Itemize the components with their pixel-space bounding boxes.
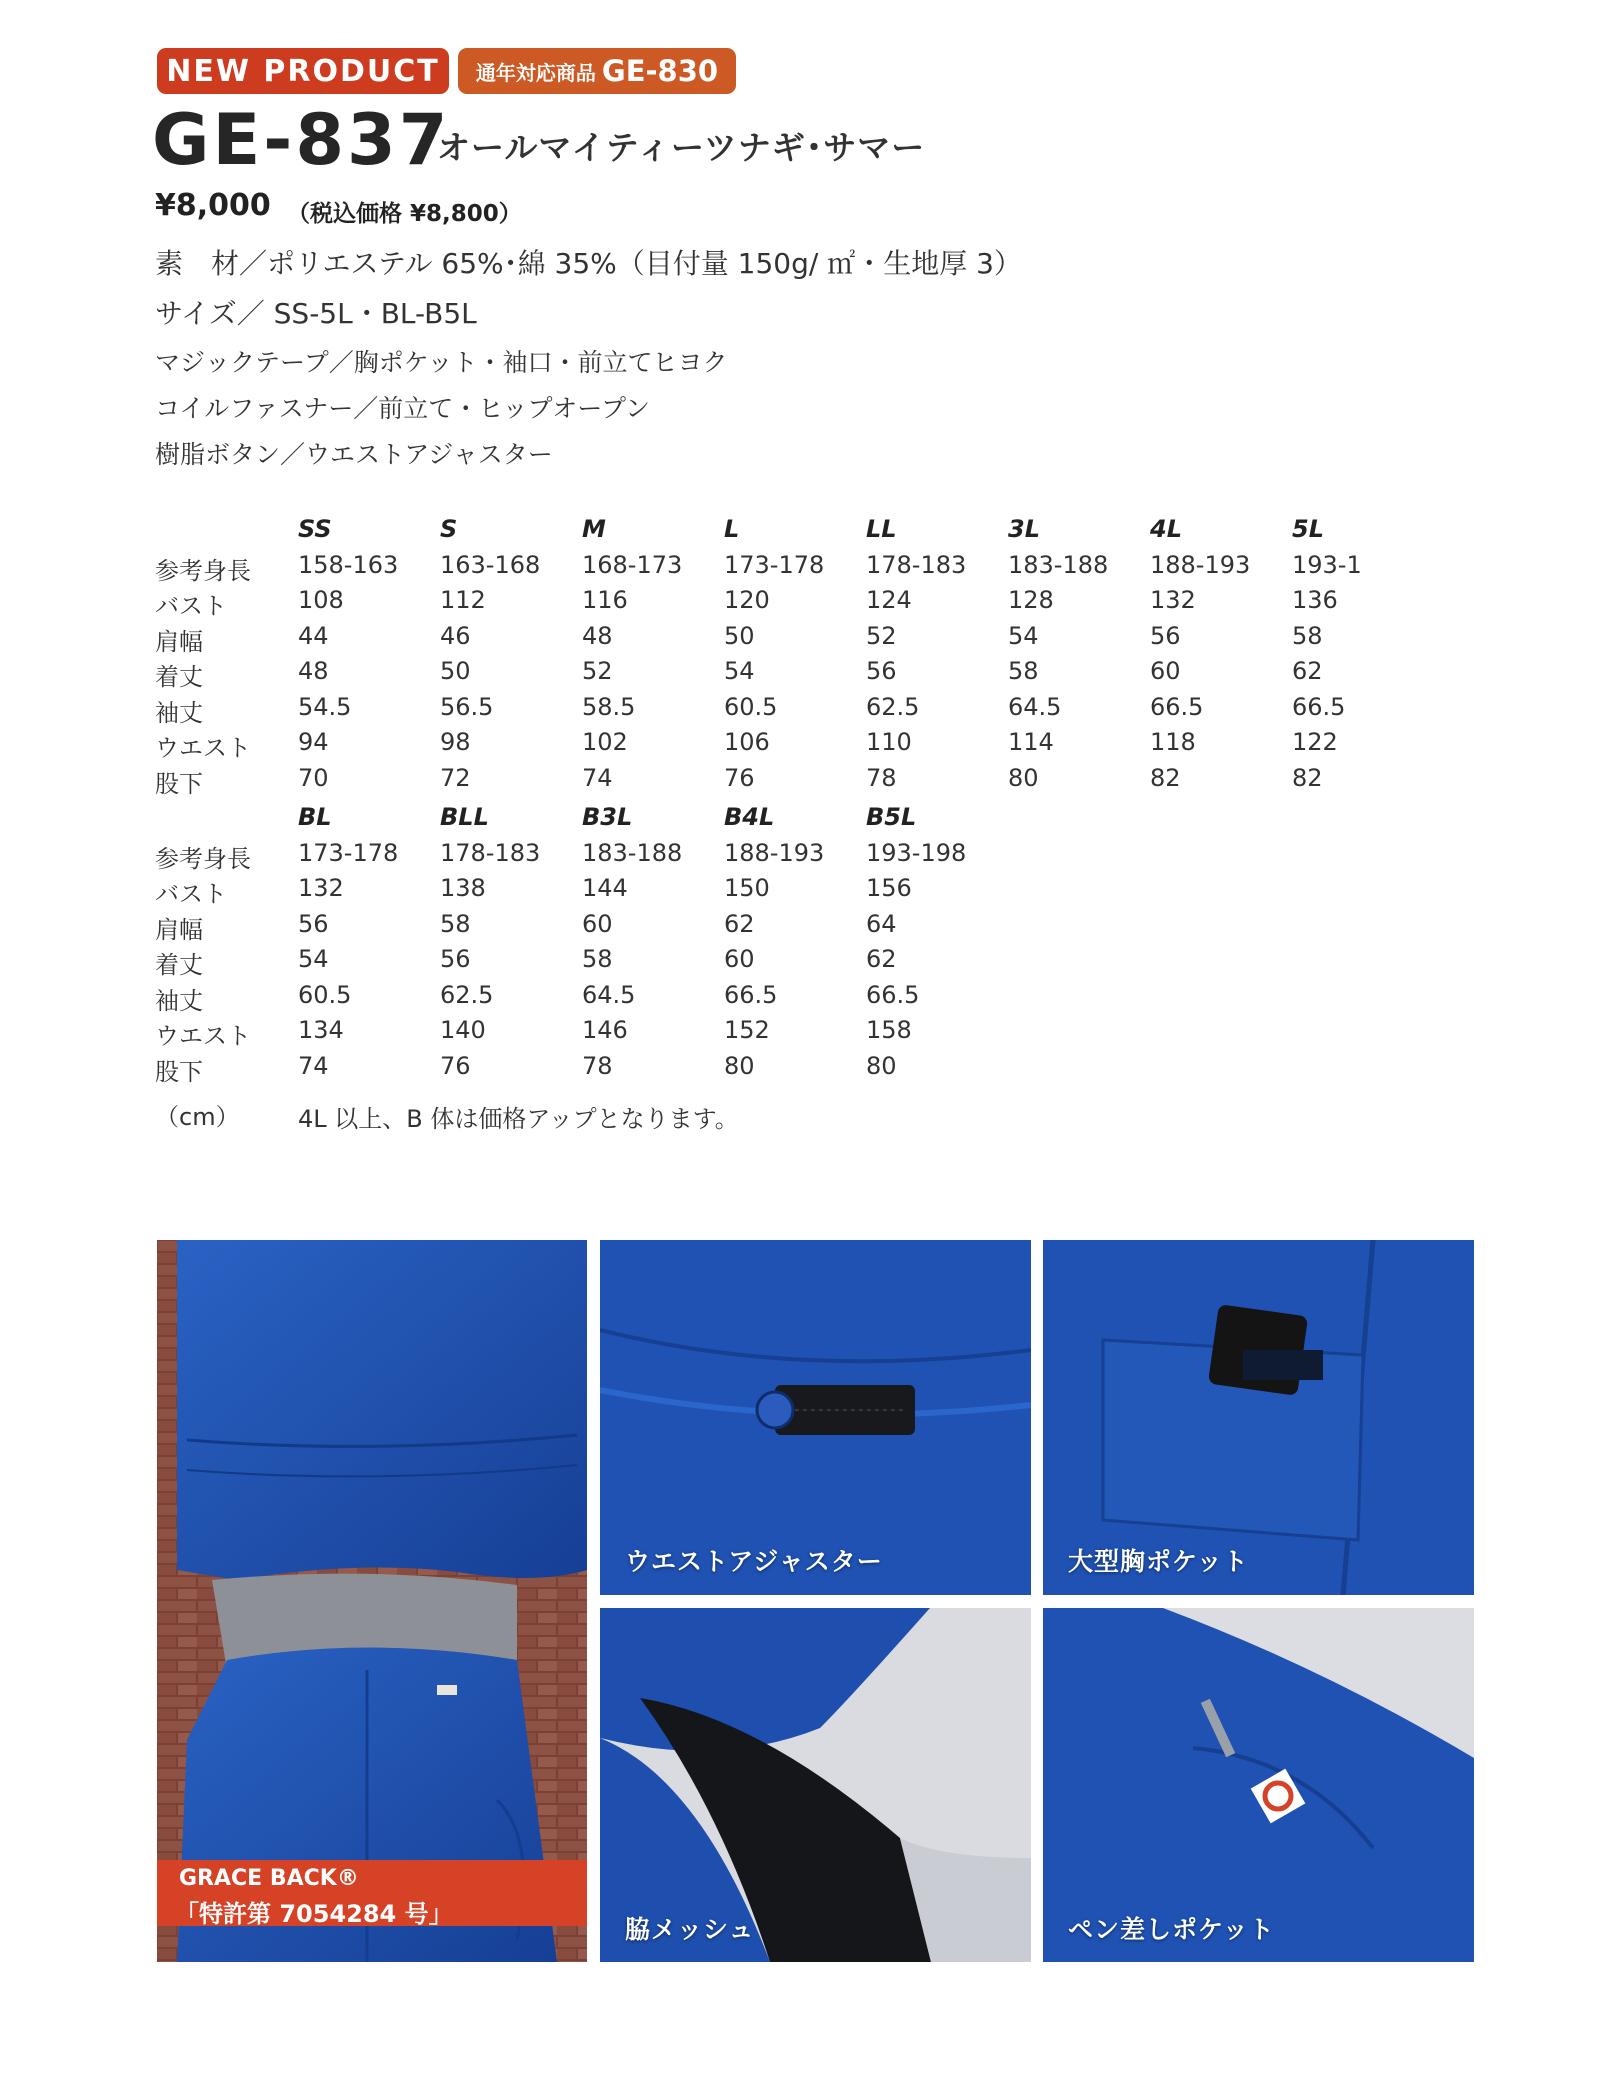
size-column-header: M <box>582 515 606 543</box>
size-cell: 168-173 <box>582 550 683 579</box>
size-cell: 132 <box>1150 586 1196 614</box>
size-column-header: S <box>440 515 458 543</box>
size-column-header: B5L <box>866 803 917 831</box>
size-cell: 80 <box>724 1051 755 1080</box>
size-cell: 173-178 <box>298 838 399 867</box>
unit-label: （cm） <box>155 1103 240 1131</box>
year-round-label: 通年対応商品 <box>475 60 596 85</box>
spec-size: サイズ／ SS-5L・BL-B5L <box>155 297 477 330</box>
size-cell: 54 <box>298 945 329 973</box>
photo-chest-pocket <box>1043 1240 1474 1595</box>
size-cell: 94 <box>298 728 329 756</box>
size-cell: 193-1 <box>1292 550 1362 579</box>
size-row-label: 袖丈 <box>155 986 203 1015</box>
size-row-label: 着丈 <box>155 951 203 979</box>
size-row-label: 参考身長 <box>155 844 251 873</box>
size-cell: 58 <box>440 909 471 938</box>
size-cell: 80 <box>866 1051 897 1080</box>
size-cell: 112 <box>440 586 486 614</box>
size-cell: 134 <box>298 1016 344 1044</box>
size-cell: 80 <box>1008 763 1039 792</box>
size-cell: 54 <box>724 657 755 685</box>
size-cell: 82 <box>1292 763 1323 792</box>
size-cell: 140 <box>440 1016 486 1044</box>
size-cell: 70 <box>298 763 329 792</box>
size-cell: 72 <box>440 763 471 792</box>
size-cell: 136 <box>1292 586 1338 614</box>
size-cell: 52 <box>866 621 897 650</box>
size-cell: 54 <box>1008 621 1039 650</box>
size-row-label: 袖丈 <box>155 698 203 727</box>
side-mesh-illustration <box>600 1608 1031 1962</box>
size-cell: 188-193 <box>724 838 825 867</box>
size-cell: 66.5 <box>1292 692 1346 721</box>
size-cell: 124 <box>866 586 912 614</box>
size-cell: 78 <box>866 763 897 792</box>
photo-waist-adjuster <box>600 1240 1031 1595</box>
pen-pocket-illustration <box>1043 1608 1474 1962</box>
size-cell: 56 <box>298 909 329 938</box>
price-with-tax: （税込価格 ¥8,800） <box>287 201 522 227</box>
size-column-header: SS <box>298 515 332 543</box>
size-cell: 106 <box>724 728 770 756</box>
size-cell: 183-188 <box>1008 550 1109 579</box>
price: ¥8,000 <box>155 188 271 223</box>
size-cell: 64.5 <box>582 980 636 1009</box>
size-cell: 158-163 <box>298 550 399 579</box>
size-cell: 62.5 <box>440 980 494 1009</box>
size-cell: 52 <box>582 657 613 685</box>
size-cell: 58 <box>582 945 613 973</box>
size-column-header: 4L <box>1150 515 1182 543</box>
photo-pen-pocket <box>1043 1608 1474 1962</box>
size-cell: 158 <box>866 1016 912 1044</box>
grace-back-label: GRACE BACK® 「特許第 7054284 号」 <box>157 1860 587 1926</box>
size-cell: 62.5 <box>866 692 920 721</box>
size-cell: 173-178 <box>724 550 825 579</box>
size-cell: 60.5 <box>298 980 352 1009</box>
size-cell: 54.5 <box>298 692 352 721</box>
size-cell: 46 <box>440 621 471 650</box>
size-cell: 50 <box>440 657 471 685</box>
size-cell: 58 <box>1008 657 1039 685</box>
size-cell: 188-193 <box>1150 550 1251 579</box>
size-cell: 50 <box>724 621 755 650</box>
size-cell: 108 <box>298 586 344 614</box>
product-name: オールマイティーツナギ･サマー <box>437 128 926 167</box>
size-cell: 48 <box>582 621 613 650</box>
size-column-header: BL <box>298 803 332 831</box>
size-cell: 64 <box>866 909 897 938</box>
size-cell: 66.5 <box>724 980 778 1009</box>
size-cell: 58 <box>1292 621 1323 650</box>
size-cell: 76 <box>440 1051 471 1080</box>
size-cell: 118 <box>1150 728 1196 756</box>
size-row-label: ウエスト <box>155 1022 251 1050</box>
size-column-header: LL <box>866 515 897 543</box>
size-cell: 58.5 <box>582 692 636 721</box>
price-note: 4L 以上、B 体は価格アップとなります。 <box>298 1105 739 1133</box>
size-cell: 44 <box>298 621 329 650</box>
size-cell: 156 <box>866 874 912 902</box>
back-view-illustration <box>157 1240 587 1962</box>
size-cell: 62 <box>724 909 755 938</box>
size-cell: 62 <box>1292 657 1323 685</box>
size-cell: 60 <box>724 945 755 973</box>
spec-button: 樹脂ボタン／ウエストアジャスター <box>155 440 553 469</box>
photo-grace-back <box>157 1240 587 1962</box>
size-cell: 60.5 <box>724 692 778 721</box>
photo-side-mesh <box>600 1608 1031 1962</box>
size-row-label: バスト <box>155 880 227 908</box>
size-cell: 150 <box>724 874 770 902</box>
size-row-label: 股下 <box>155 1057 203 1086</box>
spec-velcro: マジックテープ／胸ポケット・袖口・前立てヒヨク <box>155 348 728 377</box>
size-column-header: B3L <box>582 803 633 831</box>
model-number: GE-837 <box>152 99 451 181</box>
size-column-header: L <box>724 515 740 543</box>
size-cell: 56 <box>866 657 897 685</box>
size-cell: 74 <box>582 763 613 792</box>
size-column-header: B4L <box>724 803 775 831</box>
new-product-badge: NEW PRODUCT <box>157 48 449 94</box>
year-round-model: GE-830 <box>601 54 719 88</box>
size-cell: 132 <box>298 874 344 902</box>
size-column-header: 3L <box>1008 515 1040 543</box>
size-cell: 193-198 <box>866 838 967 867</box>
size-cell: 116 <box>582 586 628 614</box>
size-cell: 163-168 <box>440 550 541 579</box>
size-cell: 102 <box>582 728 628 756</box>
size-row-label: 肩幅 <box>155 915 203 944</box>
size-cell: 64.5 <box>1008 692 1062 721</box>
size-row-label: ウエスト <box>155 734 251 762</box>
size-cell: 60 <box>1150 657 1181 685</box>
size-cell: 178-183 <box>440 838 541 867</box>
size-cell: 122 <box>1292 728 1338 756</box>
size-row-label: バスト <box>155 592 227 620</box>
size-cell: 74 <box>298 1051 329 1080</box>
size-row-label: 股下 <box>155 769 203 798</box>
size-cell: 78 <box>582 1051 613 1080</box>
size-cell: 114 <box>1008 728 1054 756</box>
size-cell: 152 <box>724 1016 770 1044</box>
size-column-header: 5L <box>1292 515 1324 543</box>
size-cell: 110 <box>866 728 912 756</box>
size-cell: 56.5 <box>440 692 494 721</box>
size-cell: 144 <box>582 874 628 902</box>
year-round-badge <box>458 48 736 94</box>
size-cell: 56 <box>1150 621 1181 650</box>
size-cell: 76 <box>724 763 755 792</box>
size-column-header: BLL <box>440 803 489 831</box>
spec-material: 素 材／ポリエステル 65%･綿 35%（目付量 150g/ ㎡・生地厚 3） <box>155 247 1022 280</box>
size-cell: 98 <box>440 728 471 756</box>
size-cell: 178-183 <box>866 550 967 579</box>
spec-zipper: コイルファスナー／前立て・ヒップオープン <box>155 394 651 423</box>
size-row-label: 参考身長 <box>155 556 251 585</box>
size-cell: 48 <box>298 657 329 685</box>
caption-pen-pocket: ペン差しポケット <box>1068 1915 1275 1944</box>
size-cell: 128 <box>1008 586 1054 614</box>
size-row-label: 肩幅 <box>155 627 203 656</box>
size-cell: 56 <box>440 945 471 973</box>
size-cell: 66.5 <box>866 980 920 1009</box>
size-cell: 66.5 <box>1150 692 1204 721</box>
size-cell: 146 <box>582 1016 628 1044</box>
caption-waist-adjuster: ウエストアジャスター <box>625 1547 883 1576</box>
size-cell: 82 <box>1150 763 1181 792</box>
caption-chest-pocket: 大型胸ポケット <box>1068 1547 1249 1576</box>
size-cell: 120 <box>724 586 770 614</box>
size-row-label: 着丈 <box>155 663 203 691</box>
size-cell: 60 <box>582 909 613 938</box>
size-cell: 138 <box>440 874 486 902</box>
caption-side-mesh: 脇メッシュ <box>625 1915 755 1944</box>
size-cell: 62 <box>866 945 897 973</box>
size-cell: 183-188 <box>582 838 683 867</box>
